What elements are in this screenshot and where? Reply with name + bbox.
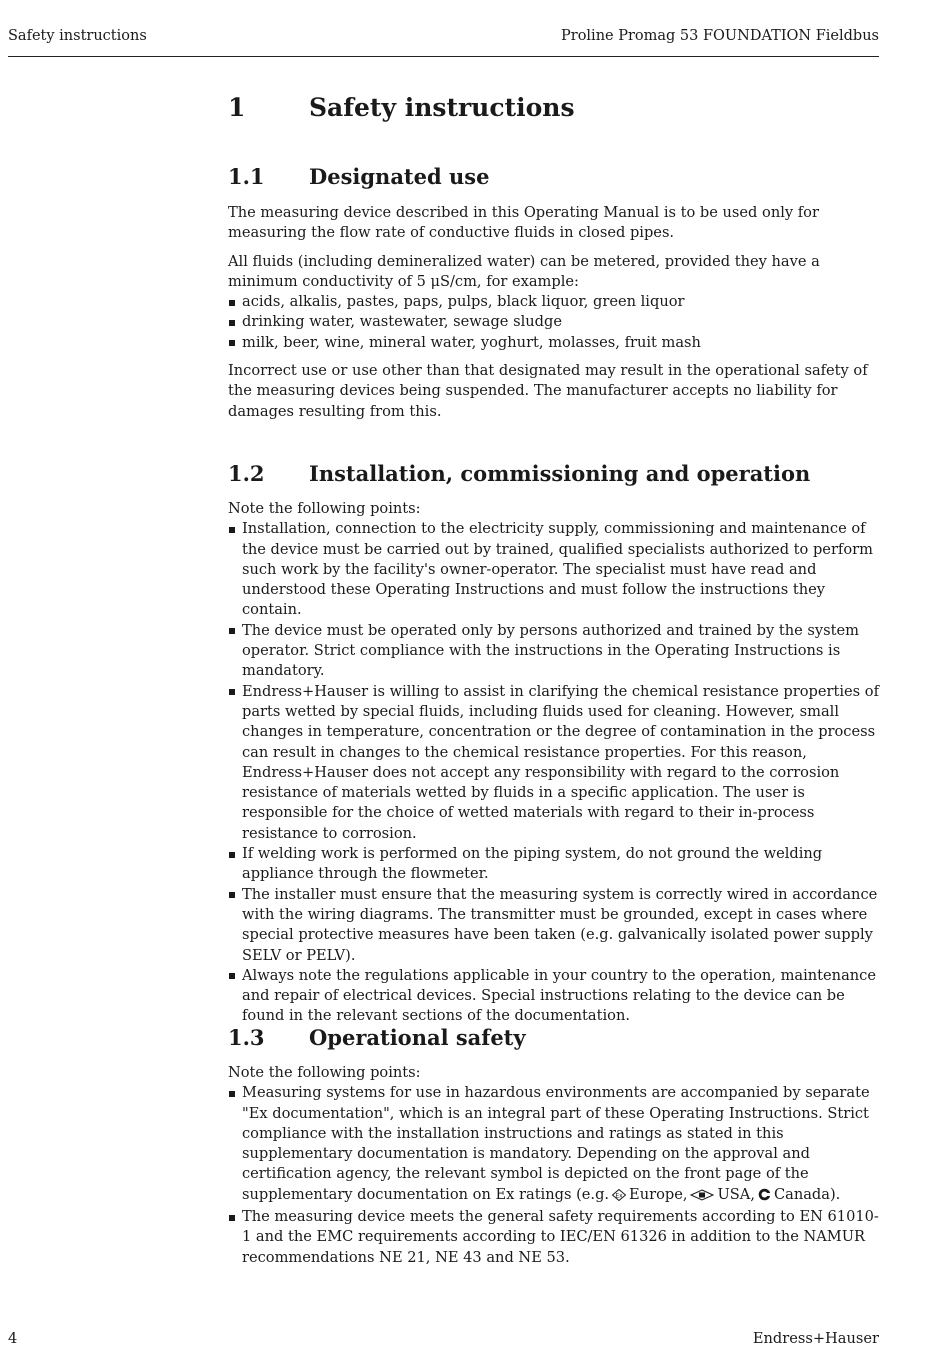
header-document-title: Proline Promag 53 FOUNDATION Fieldbus: [561, 28, 879, 44]
bullet-icon: [229, 1091, 235, 1097]
running-header: [8, 28, 879, 57]
chapter-number: 1: [228, 93, 246, 122]
bullet-list: [228, 519, 880, 1026]
bullet-icon: [229, 852, 235, 858]
list-item: milk, beer, wine, mineral water, yoghurt, molasses, fruit mash: [228, 333, 880, 353]
page-footer: [8, 1330, 879, 1350]
bullet-icon: [229, 527, 235, 533]
list-item: The installer must ensure that the measuring system is correctly wired in accordance with the wiring diagrams. The transmitter must be grounded, except in cases where special protective measures have been taken (e.g. galvanically isolated power supply SELV or PELV).: [228, 885, 880, 966]
fm-approval-icon: [690, 1187, 714, 1207]
section-body-operational-safety: [228, 1063, 880, 1268]
bullet-icon: [229, 320, 235, 326]
section-heading-designated-use: [228, 162, 880, 192]
bullet-icon: [229, 340, 235, 346]
list-item: The device must be operated only by persons authorized and trained by the system operator. Strict compliance with the instructions in the Operating Instructions is mandatory.: [228, 621, 880, 682]
bullet-icon: [229, 892, 235, 898]
list-item: The measuring device meets the general safety requirements according to EN 61010-1 and the EMC requirements according to IEC/EN 61326 in addition to the NAMUR recommendations NE 21, NE 43 and NE 53.: [228, 1207, 880, 1268]
svg-text:Ex: Ex: [615, 1192, 623, 1200]
ex-atex-icon: [612, 1187, 626, 1207]
section-number: 1.2: [228, 461, 265, 486]
list-item: acids, alkalis, pastes, paps, pulps, black liquor, green liquor: [228, 292, 880, 312]
list-item: If welding work is performed on the piping system, do not ground the welding appliance through the flowmeter.: [228, 844, 880, 885]
page-number: 4: [8, 1330, 18, 1347]
paragraph: All fluids (including demineralized water) can be metered, provided they have a minimum conductivity of 5 μS/cm, for example:: [228, 252, 820, 290]
bullet-list: [228, 292, 880, 353]
section-body-installation: [228, 499, 880, 1027]
list-item: Measuring systems for use in hazardous environments are accompanied by separate "Ex documentation", which is an integral part of these Operating Instructions. Strict compliance with the installation instructions and ratings as stated in this supplementary documentation is mandatory. Depending on the approval and certification agency, the relevant symbol is depicted on the front page of the supplementary documentation on Ex ratings (e.g. Ex Europe, USA, Canada).: [228, 1083, 880, 1207]
csa-icon: [758, 1187, 771, 1207]
list-item: drinking water, wastewater, sewage sludge: [228, 312, 880, 332]
section-heading-operational-safety: [228, 1023, 880, 1053]
bullet-icon: [229, 628, 235, 634]
paragraph: Note the following points:: [228, 1064, 421, 1081]
paragraph: Incorrect use or use other than that designated may result in the operational safety of the measuring devices being suspended. The manufacturer accepts no liability for damages resulting from this.: [228, 362, 868, 420]
chapter-heading: [228, 90, 880, 126]
bullet-icon: [229, 300, 235, 306]
chapter-title: Safety instructions: [309, 93, 575, 122]
section-heading-installation: [228, 459, 880, 489]
paragraph: Note the following points:: [228, 500, 421, 517]
brand-name: Endress+Hauser: [752, 1330, 879, 1347]
section-title: Installation, commissioning and operation: [309, 461, 811, 486]
bullet-icon: [229, 1215, 235, 1221]
bullet-icon: [229, 689, 235, 695]
bullet-list: [228, 1083, 880, 1268]
list-item: Always note the regulations applicable in your country to the operation, maintenance and repair of electrical devices. Special instructions relating to the device can be found in the relevant sections of the documentation.: [228, 966, 880, 1027]
bullet-icon: [229, 973, 235, 979]
section-number: 1.1: [228, 164, 265, 189]
section-body-designated-use: [228, 203, 880, 430]
list-item: Installation, connection to the electricity supply, commissioning and maintenance of the device must be carried out by trained, qualified specialists authorized to perform such work by the facility's owner-operator. The specialist must have read and understood these Operating Instructions and must follow the instructions they contain.: [228, 519, 880, 620]
section-number: 1.3: [228, 1025, 265, 1050]
header-section-title: Safety instructions: [8, 28, 147, 44]
list-item: Endress+Hauser is willing to assist in clarifying the chemical resistance properties of parts wetted by special fluids, including fluids used for cleaning. However, small changes in temperature, concentration or the degree of contamination in the process can result in changes to the chemical resistance properties. For this reason, Endress+Hauser does not accept any responsibility with regard to the corrosion resistance of materials wetted by fluids in a specific application. The user is responsible for the choice of wetted materials with regard to their in-process resistance to corrosion.: [228, 682, 880, 844]
paragraph: The measuring device described in this Operating Manual is to be used only for measuring the flow rate of conductive fluids in closed pipes.: [228, 204, 819, 242]
section-title: Operational safety: [309, 1025, 526, 1050]
section-title: Designated use: [309, 164, 490, 189]
